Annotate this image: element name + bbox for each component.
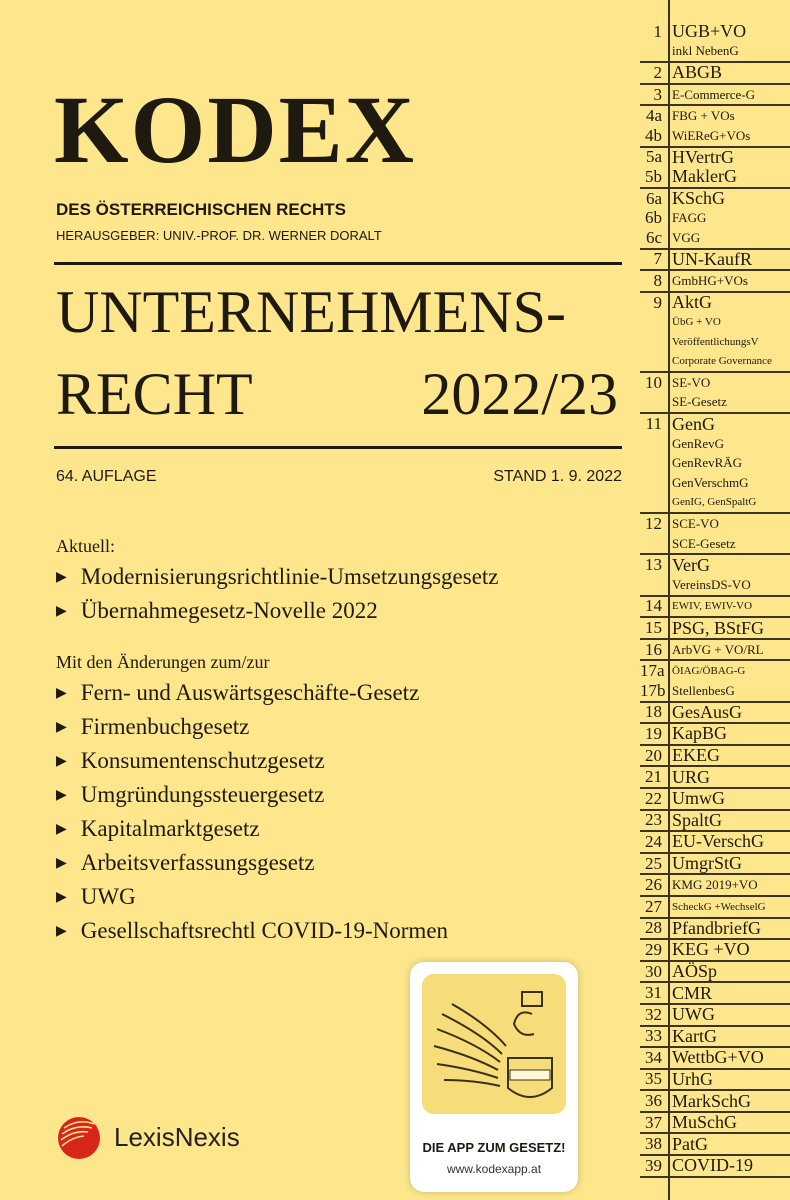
divider: [54, 446, 622, 449]
index-number: 38: [645, 1134, 662, 1154]
app-url[interactable]: www.kodexapp.at: [446, 1162, 542, 1176]
index-group: [640, 22, 790, 63]
book-title-line1: UNTERNEHMENS-: [56, 279, 566, 345]
index-entry: [640, 493, 790, 513]
index-label: GenG: [672, 413, 715, 434]
index-entry: [640, 534, 790, 554]
list-item: [56, 846, 448, 880]
index-group: [640, 940, 790, 962]
index-number: 17a: [640, 661, 665, 681]
index-number: 11: [645, 414, 662, 434]
index-entry: [640, 789, 790, 809]
index-label: KSchG: [672, 188, 725, 209]
index-label: ScheckG +WechselG: [672, 900, 766, 913]
index-label: CMR: [672, 982, 713, 1003]
list-item-text: Kapitalmarktgesetz: [80, 816, 260, 841]
index-label: GenVerschmG: [672, 474, 749, 490]
index-label: VeröffentlichungsV: [672, 335, 759, 348]
index-entry: [640, 1048, 790, 1068]
triangle-bullet-icon: ▶: [56, 787, 67, 803]
index-label: EU-VerschG: [672, 831, 764, 852]
index-label: SE-Gesetz: [672, 394, 727, 410]
index-label: EKEG: [672, 745, 720, 766]
index-number: 22: [645, 788, 662, 808]
index-number: 39: [645, 1155, 662, 1175]
index-entry: [640, 293, 790, 313]
index-number: 25: [645, 853, 662, 873]
index-entry: [640, 208, 790, 228]
index-label: UmwG: [672, 788, 725, 809]
index-label: SCE-Gesetz: [672, 535, 736, 551]
index-group: [640, 746, 790, 768]
index-group: [640, 1027, 790, 1049]
triangle-bullet-icon: ▶: [56, 821, 67, 837]
triangle-bullet-icon: ▶: [56, 889, 67, 905]
index-group: [640, 555, 790, 596]
index-number: 13: [645, 555, 662, 575]
index-label: GesAusG: [672, 701, 742, 722]
index-number: 20: [645, 745, 662, 765]
index-number: 24: [645, 831, 662, 851]
index-label: UmgrStG: [672, 853, 743, 874]
list-item-text: Fern- und Auswärtsgeschäfte-Gesetz: [80, 680, 420, 705]
index-number: 30: [645, 961, 662, 981]
index-group: [640, 85, 790, 107]
index-entry: [640, 919, 790, 939]
index-label: EWIV, EWIV-VO: [672, 600, 753, 613]
index-entry: [640, 167, 790, 187]
index-label: SpaltG: [672, 809, 723, 830]
index-group: [640, 148, 790, 189]
index-label: VereinsDS-VO: [672, 576, 751, 592]
triangle-bullet-icon: ▶: [56, 685, 67, 701]
index-group: [640, 250, 790, 272]
index-entry: [640, 940, 790, 960]
list-item-text: Übernahmegesetz-Novelle 2022: [80, 598, 378, 623]
triangle-bullet-icon: ▶: [56, 855, 67, 871]
index-entry: [640, 767, 790, 787]
index-number: 12: [645, 514, 662, 534]
index-label: ArbVG + VO/RL: [672, 641, 764, 657]
index-group: [640, 1113, 790, 1135]
index-label: FBG + VOs: [672, 108, 735, 124]
index-number: 19: [645, 723, 662, 743]
index-label: StellenbesG: [672, 682, 735, 698]
index-number: 3: [653, 84, 662, 104]
index-entry: [640, 126, 790, 146]
index-group: [640, 189, 790, 250]
index-entry: [640, 983, 790, 1003]
index-number: 5b: [645, 166, 662, 186]
index-label: AktG: [672, 292, 712, 313]
index-number: 32: [645, 1004, 662, 1024]
index-entry: [640, 1156, 790, 1176]
index-label: AÖSp: [672, 961, 718, 982]
triangle-bullet-icon: ▶: [56, 923, 67, 939]
index-entry: [640, 1005, 790, 1025]
index-label: ÜbG + VO: [672, 316, 721, 329]
index-label: SCE-VO: [672, 516, 719, 532]
index-group: [640, 271, 790, 293]
aktuell-list: [56, 560, 499, 628]
index-entry: [640, 1113, 790, 1133]
index-number: 37: [645, 1112, 662, 1132]
index-label: UGB+VO: [672, 21, 747, 42]
list-item-text: Gesellschaftsrechtl COVID-19-Normen: [80, 918, 449, 943]
index-entry: [640, 597, 790, 617]
index-entry: [640, 1070, 790, 1090]
index-entry: [640, 875, 790, 895]
index-number: 17b: [640, 680, 666, 700]
index-group: [640, 811, 790, 833]
index-number: 2: [653, 62, 662, 82]
index-number: 8: [653, 270, 662, 290]
index-group: [640, 1091, 790, 1113]
index-group: [640, 703, 790, 725]
list-item: [56, 914, 448, 948]
index-label: PSG, BStFG: [672, 617, 765, 638]
index-entry: [640, 811, 790, 831]
index-number: 21: [645, 767, 662, 787]
index-group: [640, 1134, 790, 1156]
list-item-text: Umgründungssteuergesetz: [80, 782, 325, 807]
index-entry: [640, 1027, 790, 1047]
index-label: COVID-19: [672, 1155, 753, 1176]
index-label: KapBG: [672, 723, 727, 744]
index-label: URG: [672, 766, 711, 787]
eagle-emblem-icon: [422, 974, 566, 1114]
list-item-text: Konsumentenschutzgesetz: [80, 748, 325, 773]
index-group: [640, 983, 790, 1005]
list-item: [56, 880, 448, 914]
index-group: [640, 854, 790, 876]
index-number: 33: [645, 1026, 662, 1046]
index-entry: [640, 832, 790, 852]
index-group: [640, 875, 790, 897]
index-entry: [640, 897, 790, 917]
list-item: [56, 778, 448, 812]
triangle-bullet-icon: ▶: [56, 753, 67, 769]
list-item: [56, 710, 448, 744]
list-item: [56, 560, 499, 594]
index-entry: [640, 640, 790, 660]
app-tagline: DIE APP ZUM GESETZ!: [422, 1140, 566, 1155]
list-item: [56, 744, 448, 778]
index-entry: [640, 312, 790, 332]
index-group: [640, 514, 790, 555]
index-entry: [640, 228, 790, 248]
list-item: [56, 594, 499, 628]
aktuell-heading: Aktuell:: [56, 536, 115, 556]
index-number: 28: [645, 918, 662, 938]
index-label: FAGG: [672, 210, 707, 226]
index-number: 1: [653, 21, 662, 41]
index-group: [640, 897, 790, 919]
brand-title: KODEX: [54, 76, 417, 183]
index-number: 34: [645, 1047, 662, 1067]
list-item-text: UWG: [80, 884, 136, 909]
index-entry: [640, 42, 790, 62]
index-group: [640, 919, 790, 941]
index-group: [640, 1048, 790, 1070]
publisher-logo: [54, 1112, 240, 1162]
publisher-name: LexisNexis: [114, 1121, 240, 1152]
index-group: [640, 640, 790, 662]
index-label: GmbHG+VOs: [672, 272, 748, 288]
index-number: 14: [645, 596, 662, 616]
index-group: [640, 414, 790, 514]
index-group: [640, 618, 790, 640]
index-label: E-Commerce-G: [672, 86, 756, 102]
index-number: 9: [653, 292, 662, 312]
index-label: VGG: [672, 229, 701, 245]
index-label: KEG +VO: [672, 939, 750, 960]
changes-heading: Mit den Änderungen zum/zur: [56, 652, 270, 672]
index-label: MarkSchG: [672, 1090, 751, 1111]
index-number: 29: [645, 939, 662, 959]
list-item: [56, 812, 448, 846]
index-entry: [640, 414, 790, 434]
index-label: VerG: [672, 554, 710, 575]
index-number: 36: [645, 1091, 662, 1111]
index-number: 7: [653, 249, 662, 269]
stand-date: STAND 1. 9. 2022: [493, 468, 622, 485]
index-group: [640, 832, 790, 854]
index-number: 26: [645, 875, 662, 895]
index-number: 15: [645, 618, 662, 638]
index-number: 6a: [645, 188, 662, 208]
index-group: [640, 1005, 790, 1027]
index-label: ÖIAG/ÖBAG-G: [672, 665, 746, 678]
index-entry: [640, 106, 790, 126]
divider: [54, 262, 622, 265]
index-label: UWG: [672, 1004, 715, 1025]
index-entry: [640, 681, 790, 701]
index-entry: [640, 962, 790, 982]
index-number: 4b: [645, 125, 662, 145]
index-entry: [640, 148, 790, 168]
index-entry: [640, 352, 790, 372]
index-entry: [640, 393, 790, 413]
index-entry: [640, 434, 790, 454]
index-group: [640, 106, 790, 147]
index-label: PfandbriefG: [672, 917, 761, 938]
index-group: [640, 661, 790, 702]
list-item-text: Modernisierungsrichtlinie-Umsetzungsgesetz: [80, 564, 499, 589]
index-number: 18: [645, 702, 662, 722]
index-entry: [640, 1134, 790, 1154]
index-label: WettbG+VO: [672, 1047, 764, 1068]
index-group: [640, 597, 790, 619]
index-entry: [640, 453, 790, 473]
app-promo: [410, 962, 578, 1192]
index-number: 23: [645, 810, 662, 830]
index-label: UrhG: [672, 1068, 713, 1089]
index-entry: [640, 250, 790, 270]
index-entry: [640, 661, 790, 681]
index-entry: [640, 555, 790, 575]
book-year: 2022/23: [421, 361, 618, 427]
index-number: 31: [645, 983, 662, 1003]
register-index: [640, 0, 790, 1200]
index-group: [640, 63, 790, 85]
index-label: WiEReG+VOs: [672, 127, 751, 143]
index-label: KartG: [672, 1025, 717, 1046]
index-group: [640, 724, 790, 746]
index-number: 16: [645, 639, 662, 659]
index-entry: [640, 332, 790, 352]
index-label: GenRevG: [672, 435, 724, 451]
index-number: 6c: [645, 227, 662, 247]
index-entry: [640, 271, 790, 291]
index-number: 10: [645, 372, 662, 392]
lexisnexis-logo-icon: [54, 1112, 104, 1162]
triangle-bullet-icon: ▶: [56, 719, 67, 735]
index-entry: [640, 514, 790, 534]
index-number: 27: [645, 896, 662, 916]
index-label: SE-VO: [672, 374, 711, 390]
index-number: 4a: [645, 106, 662, 126]
index-label: MuSchG: [672, 1112, 738, 1133]
index-entry: [640, 63, 790, 83]
changes-list: [56, 676, 448, 948]
index-entry: [640, 575, 790, 595]
index-entry: [640, 703, 790, 723]
index-group: [640, 373, 790, 414]
index-entry: [640, 724, 790, 744]
index-group: [640, 962, 790, 984]
index-label: GenRevRÄG: [672, 455, 743, 471]
book-title-line2: RECHT: [56, 361, 253, 427]
index-number: 6b: [645, 208, 662, 228]
triangle-bullet-icon: ▶: [56, 603, 67, 619]
editor-line: HERAUSGEBER: UNIV.-PROF. DR. WERNER DORALT: [56, 228, 382, 243]
index-entry: [640, 373, 790, 393]
index-label: MaklerG: [672, 166, 737, 187]
index-group: [640, 767, 790, 789]
index-entry: [640, 1091, 790, 1111]
index-label: ABGB: [672, 62, 723, 83]
index-group: [640, 293, 790, 373]
index-entry: [640, 618, 790, 638]
index-label: PatG: [672, 1133, 708, 1154]
index-group: [640, 789, 790, 811]
index-label: inkl NebenG: [672, 43, 739, 59]
index-label: GenIG, GenSpaltG: [672, 496, 757, 509]
index-entry: [640, 854, 790, 874]
index-entry: [640, 746, 790, 766]
index-number: 35: [645, 1069, 662, 1089]
index-label: HVertrG: [672, 146, 734, 167]
index-label: UN-KaufR: [672, 248, 752, 269]
edition: 64. AUFLAGE: [56, 468, 157, 485]
index-label: Corporate Governance: [672, 355, 772, 368]
triangle-bullet-icon: ▶: [56, 569, 67, 585]
index-entry: [640, 473, 790, 493]
series-line: DES ÖSTERREICHISCHEN RECHTS: [56, 200, 346, 219]
index-entry: [640, 189, 790, 209]
index-number: 5a: [645, 147, 662, 167]
index-entry: [640, 85, 790, 105]
index-group: [640, 1070, 790, 1092]
list-item-text: Arbeitsverfassungsgesetz: [80, 850, 315, 875]
index-entry: [640, 22, 790, 42]
list-item-text: Firmenbuchgesetz: [80, 714, 250, 739]
index-label: KMG 2019+VO: [672, 877, 758, 893]
index-group: [640, 1156, 790, 1178]
list-item: [56, 676, 448, 710]
